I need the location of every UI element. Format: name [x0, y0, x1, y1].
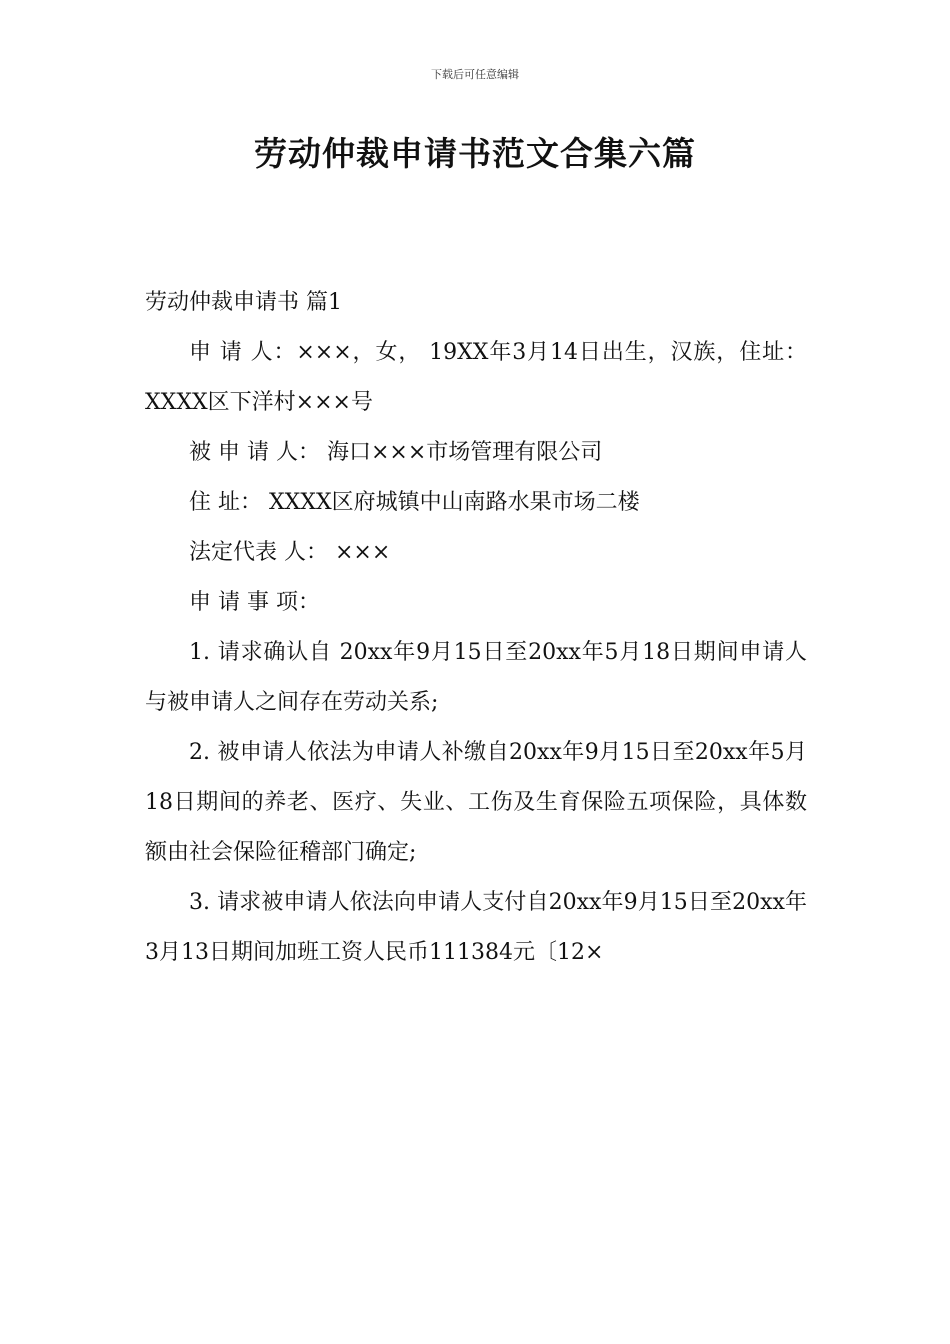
- claims-heading: 申 请 事 项：: [189, 590, 320, 615]
- document-body: [145, 278, 807, 978]
- address-paragraph: 住 址： XXXX区府城镇中山南路水果市场二楼: [189, 490, 640, 515]
- header-note: 下载后可任意编辑: [431, 68, 519, 81]
- document-title: 劳动仲裁申请书范文合集六篇: [254, 134, 696, 173]
- claim-item-3: 3. 请求被申请人依法向申请人支付自20xx年9月15日至20xx年3月13日期间加班工资人民币111384元〔12×: [145, 890, 807, 965]
- applicant-paragraph: 申 请 人：×××，女， 19XX年3月14日出生，汉族，住址：XXXX区下洋村×××号: [145, 340, 807, 415]
- legal-representative-paragraph: 法定代表 人： ×××: [189, 540, 391, 565]
- respondent-paragraph: 被 申 请 人： 海口×××市场管理有限公司: [189, 440, 603, 465]
- claim-item-2: 2. 被申请人依法为申请人补缴自20xx年9月15日至20xx年5月18日期间的养老、医疗、失业、工伤及生育保险五项保险，具体数额由社会保险征稽部门确定;: [145, 740, 807, 865]
- claim-item-1: 1. 请求确认自 20xx年9月15日至20xx年5月18日期间申请人与被申请人之间存在劳动关系;: [145, 640, 807, 715]
- section-heading: 劳动仲裁申请书 篇1: [145, 290, 342, 315]
